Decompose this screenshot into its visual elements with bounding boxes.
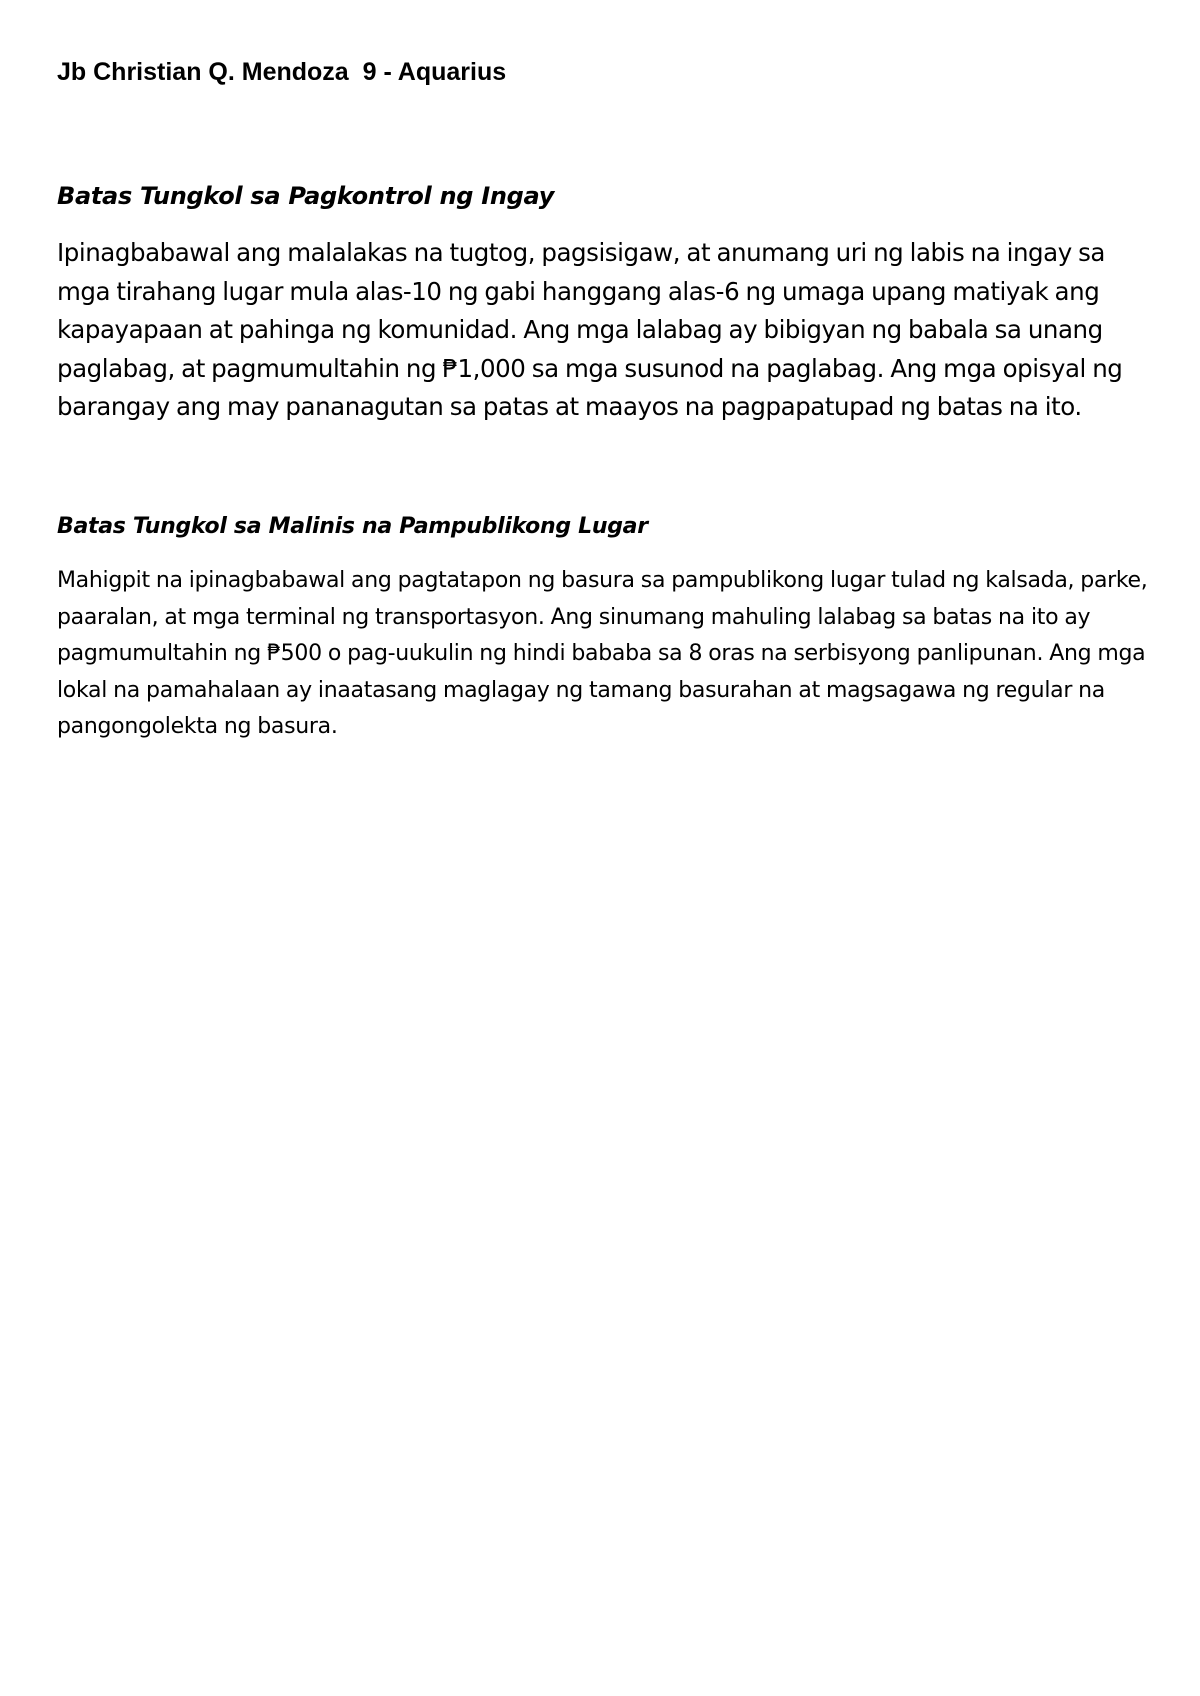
section-title: Batas Tungkol sa Malinis na Pampublikong Lugar bbox=[57, 513, 648, 539]
section-noise-control bbox=[57, 178, 1157, 427]
section-title: Batas Tungkol sa Pagkontrol ng Ingay bbox=[57, 182, 555, 210]
document-content bbox=[57, 54, 1157, 746]
section-body: Mahigpit na ipinagbabawal ang pagtatapon ng basura sa pampublikong lugar tulad ng kalsada, parke, paaralan, at mga terminal ng transportasyon. Ang sinumang mahuling lalabag sa batas na ito ay pagmumultahin ng ₱500 o pag-uukulin ng hindi bababa sa 8 oras na serbisyong panlipunan. Ang mga lokal na pamahalaan ay inaatasang maglagay ng tamang basurahan at magsagawa ng regular na pangongolekta ng basura. bbox=[57, 567, 1148, 740]
section-body: Ipinagbabawal ang malalakas na tugtog, pagsisigaw, at anumang uri ng labis na ingay sa mga tirahang lugar mula alas-10 ng gabi hanggang alas-6 ng umaga upang matiyak ang kapayapaan at pahinga ng komunidad. Ang mga lalabag ay bibigyan ng babala sa unang paglabag, at pagmumultahin ng ₱1,000 sa mga susunod na paglabag. Ang mga opisyal ng barangay ang may pananagutan sa patas at maayos na pagpapatupad ng batas na ito. bbox=[57, 238, 1123, 422]
section-clean-public-places bbox=[57, 511, 1157, 746]
author-line: Jb Christian Q. Mendoza 9 - Aquarius bbox=[57, 58, 507, 86]
